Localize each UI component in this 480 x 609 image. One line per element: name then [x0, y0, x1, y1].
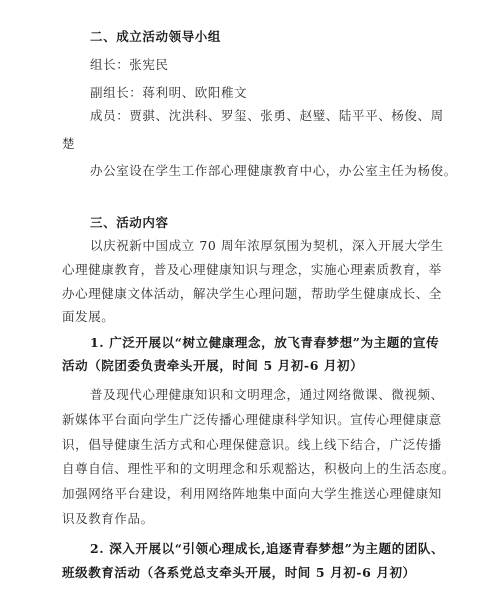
item-1-body-line-5: 加强网络平台建设，利用网络阵地集中面向大学生推送心理健康知 — [62, 486, 442, 501]
item-2-heading-line-1: 2. 深入开展以“引领心理成长,追逐青春梦想”为主题的团队、 — [90, 541, 445, 556]
intro-line-3: 办心理健康文体活动，解决学生心理问题，帮助学生健康成长、全 — [62, 286, 442, 301]
section-2-heading: 二、成立活动领导小组 — [90, 29, 222, 44]
office-note: 办公室设在学生工作部心理健康教育中心，办公室主任为杨俊。 — [90, 163, 457, 178]
item-1-body-line-3: 识，倡导健康生活方式和心理保健意识。线上线下结合，广泛传播 — [62, 437, 442, 452]
intro-line-4: 面发展。 — [62, 309, 115, 324]
item-1-body-line-1: 普及现代心理健康知识和文明理念，通过网络微课、微视频、 — [90, 387, 444, 402]
members-line-2: 楚 — [62, 136, 76, 151]
item-2-heading-line-2: 班级教育活动（各系党总支牵头开展，时间 5 月初-6 月初） — [62, 565, 416, 580]
item-1-body-line-2: 新媒体平台面向学生广泛传播心理健康科学知识。宣传心理健康意 — [62, 412, 442, 427]
item-1-body-line-6: 识及教育作品。 — [62, 511, 154, 526]
group-leader: 组长：张宪民 — [90, 57, 169, 72]
item-1-heading-line-2: 活动（院团委负责牵头开展，时间 5 月初-6 月初） — [62, 358, 364, 373]
section-3-heading: 三、活动内容 — [90, 215, 169, 230]
item-1-body-line-4: 自尊自信、理性平和的文明理念和乐观豁达，积极向上的生活态度。 — [62, 461, 456, 476]
members-line-1: 成员：贾骐、沈洪科、罗玺、张勇、赵璧、陆平平、杨俊、周 — [90, 108, 444, 123]
deputy-leaders: 副组长：蒋利明、欧阳稚文 — [90, 85, 248, 100]
intro-line-1: 以庆祝新中国成立 70 周年浓厚氛围为契机，深入开展大学生 — [90, 238, 444, 253]
intro-line-2: 心理健康教育，普及心理健康知识与理念，实施心理素质教育，举 — [62, 262, 442, 277]
item-1-heading-line-1: 1. 广泛开展以“树立健康理念，放飞青春梦想”为主题的宣传 — [90, 335, 440, 350]
